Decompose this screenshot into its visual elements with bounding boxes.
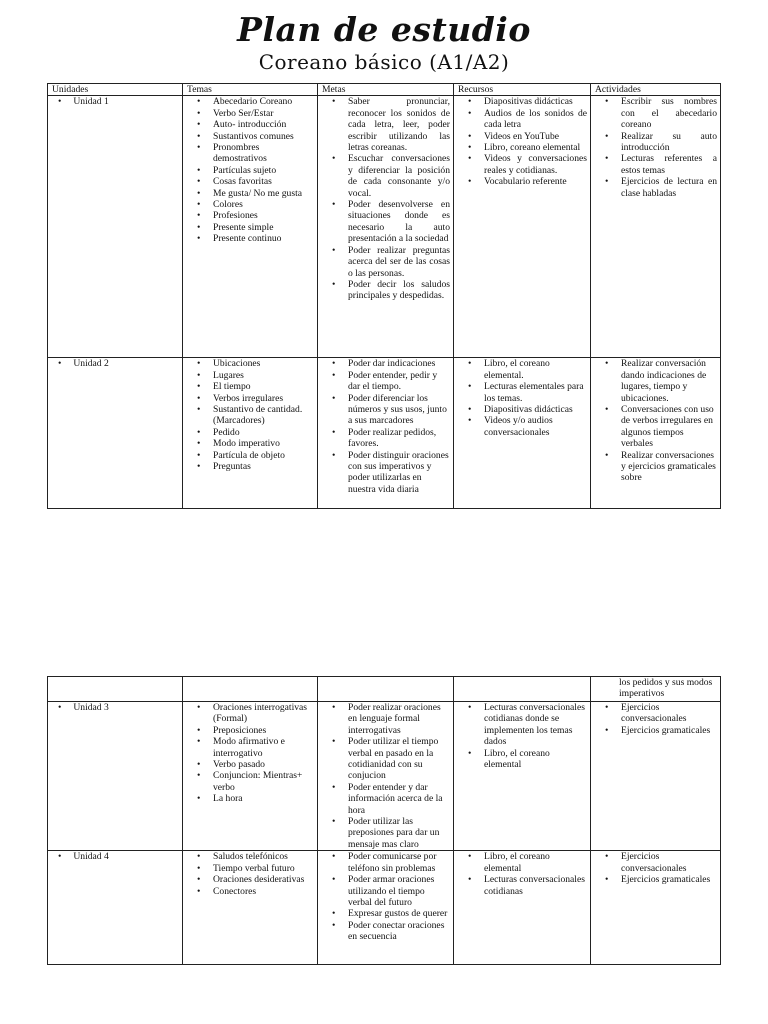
list-item: • Poder diferenciar los números y sus usos, junto a sus marcadores (348, 393, 450, 427)
list-item: • Lugares (213, 370, 314, 381)
list-item: • Modo imperativo (213, 438, 314, 449)
list-item: • Auto- introducción (213, 119, 314, 130)
list-item: • Libro, el coreano elemental. (484, 358, 587, 381)
temas-cell (183, 851, 318, 965)
recursos-list (458, 358, 587, 438)
list-item: • Verbo Ser/Estar (213, 108, 314, 119)
list-item: • Presente continuo (213, 233, 314, 244)
bullet-icon: • (58, 358, 62, 370)
actividades-list (595, 358, 717, 483)
recursos-cell (454, 851, 591, 965)
list-item: • Poder comunicarse por teléfono sin problemas (348, 851, 450, 874)
list-item: • Poder distinguir oraciones con sus imperativos y poder utilizarlas en nuestra vida diaria (348, 450, 450, 496)
list-item: • Ejercicios conversacionales (621, 851, 717, 874)
list-item: • Partículas sujeto (213, 165, 314, 176)
actividades-cell (591, 96, 721, 358)
recursos-list (458, 851, 587, 897)
study-plan-table-page-2 (47, 676, 721, 965)
list-item: • Preposiciones (213, 725, 314, 736)
temas-cell (183, 96, 318, 358)
unit-cell (48, 702, 183, 851)
list-item: • Audios de los sonidos de cada letra (484, 108, 587, 131)
list-item: • Libro, el coreano elemental (484, 748, 587, 771)
table-row (48, 702, 721, 851)
metas-list (322, 358, 450, 495)
table-row (48, 96, 721, 358)
unit-name: Unidad 1 (73, 96, 109, 108)
list-item: • Ejercicios de lectura en clase habladas (621, 176, 717, 199)
list-item: • Escribir sus nombres con el abecedario coreano (621, 96, 717, 130)
page-subtitle: Coreano básico (A1/A2) (258, 50, 510, 74)
recursos-cell (454, 358, 591, 509)
list-item: • Poder decir los saludos principales y despedidas. (348, 279, 450, 302)
list-item: • Realizar su auto introducción (621, 131, 717, 154)
actividades-cell (591, 358, 721, 509)
empty-cell (48, 677, 183, 702)
list-item: • Conjuncion: Mientras+ verbo (213, 770, 314, 793)
actividades-list (595, 851, 717, 885)
list-item: • El tiempo (213, 381, 314, 392)
temas-list (187, 702, 314, 805)
list-item: • Conectores (213, 886, 314, 897)
list-item: • Pronombres demostrativos (213, 142, 314, 165)
list-item: • Libro, coreano elemental (484, 142, 587, 153)
list-item: • Ejercicios gramaticales (621, 874, 717, 885)
list-item: • Poder entender, pedir y dar el tiempo. (348, 370, 450, 393)
list-item: • Poder desenvolverse en situaciones donde es necesario la auto presentación a la sociedad (348, 199, 450, 245)
recursos-cell (454, 702, 591, 851)
list-item: • Videos y conversaciones reales y cotidianas. (484, 153, 587, 176)
list-item: • Poder realizar pedidos, favores. (348, 427, 450, 450)
metas-cell (318, 358, 454, 509)
list-item: • Partícula de objeto (213, 450, 314, 461)
temas-cell (183, 358, 318, 509)
list-item: • Realizar conversaciones y ejercicios gramaticales sobre (621, 450, 717, 484)
unit-cell (48, 851, 183, 965)
list-item: • Poder conectar oraciones en secuencia (348, 920, 450, 943)
column-header-recursos: Recursos (454, 84, 591, 96)
list-item: • Sustantivo de cantidad. (Marcadores) (213, 404, 314, 427)
temas-list (187, 358, 314, 472)
unit-cell (48, 358, 183, 509)
list-item: • Libro, el coreano elemental (484, 851, 587, 874)
list-item: • Poder utilizar el tiempo verbal en pasado en la cotidianidad con su conjucion (348, 736, 450, 782)
temas-list (187, 851, 314, 897)
list-item: • Ubicaciones (213, 358, 314, 369)
study-plan-table-page-1 (47, 83, 721, 509)
column-header-temas: Temas (183, 84, 318, 96)
recursos-cell (454, 96, 591, 358)
list-item: • Poder utilizar las preposiones para dar un mensaje mas claro (348, 816, 450, 850)
list-item: • Videos en YouTube (484, 131, 587, 142)
actividades-list (595, 702, 717, 736)
list-item: • Me gusta/ No me gusta (213, 188, 314, 199)
actividades-cell (591, 851, 721, 965)
unit-name: Unidad 4 (73, 851, 109, 863)
list-item: • Poder entender y dar información acerca de la hora (348, 782, 450, 816)
list-item: • Expresar gustos de querer (348, 908, 450, 919)
table-row (48, 358, 721, 509)
list-item: • Realizar conversación dando indicaciones de lugares, tiempo y ubicaciones. (621, 358, 717, 404)
metas-cell (318, 851, 454, 965)
list-item: • Videos y/o audios conversacionales (484, 415, 587, 438)
list-item: • Poder realizar oraciones en lenguaje formal interrogativas (348, 702, 450, 736)
continuation-row (48, 677, 721, 702)
list-item: • Lecturas conversacionales cotidianas (484, 874, 587, 897)
list-item: • Oraciones interrogativas (Formal) (213, 702, 314, 725)
metas-list (322, 702, 450, 850)
list-item: • Lecturas elementales para los temas. (484, 381, 587, 404)
list-item: • Colores (213, 199, 314, 210)
list-item: • La hora (213, 793, 314, 804)
list-item: • Lecturas conversacionales cotidianas donde se implementen los temas dados (484, 702, 587, 748)
temas-cell (183, 702, 318, 851)
list-item: • Modo afirmativo e interrogativo (213, 736, 314, 759)
recursos-list (458, 96, 587, 187)
list-item: • Oraciones desiderativas (213, 874, 314, 885)
list-item: • Diapositivas didácticas (484, 404, 587, 415)
list-item: • Poder realizar preguntas acerca del ser de las cosas o las personas. (348, 245, 450, 279)
list-item: • Escuchar conversaciones y diferenciar la posición de cada consonante y/o vocal. (348, 153, 450, 199)
list-item: • Vocabulario referente (484, 176, 587, 187)
header-row (48, 84, 721, 96)
empty-cell (318, 677, 454, 702)
list-item: • Conversaciones con uso de verbos irregulares en algunos tiempos verbales (621, 404, 717, 450)
page-title: Plan de estudio (237, 10, 531, 49)
empty-cell (183, 677, 318, 702)
column-header-actividades: Actividades (591, 84, 721, 96)
list-item: • Abecedario Coreano (213, 96, 314, 107)
metas-cell (318, 96, 454, 358)
list-item: • Ejercicios gramaticales (621, 725, 717, 736)
list-item: • Ejercicios conversacionales (621, 702, 717, 725)
list-item: • Pedido (213, 427, 314, 438)
actividades-list (595, 96, 717, 199)
list-item: • Cosas favoritas (213, 176, 314, 187)
list-item: • Diapositivas didácticas (484, 96, 587, 107)
actividades-continuation: los pedidos y sus modos imperativos (591, 677, 721, 702)
column-header-metas: Metas (318, 84, 454, 96)
list-item: • Tiempo verbal futuro (213, 863, 314, 874)
metas-list (322, 96, 450, 301)
bullet-icon: • (58, 851, 62, 863)
unit-cell (48, 96, 183, 358)
unit-name: Unidad 3 (73, 702, 109, 713)
table-row (48, 851, 721, 965)
list-item: • Poder dar indicaciones (348, 358, 450, 369)
list-item: • Poder armar oraciones utilizando el tiempo verbal del futuro (348, 874, 450, 908)
temas-list (187, 96, 314, 244)
list-item: • Verbos irregulares (213, 393, 314, 404)
list-item: • Verbo pasado (213, 759, 314, 770)
list-item: • Lecturas referentes a estos temas (621, 153, 717, 176)
list-item: • Preguntas (213, 461, 314, 472)
list-item: • Saber pronunciar, reconocer los sonidos de cada letra, leer, poder escribir utilizando las letras coreanas. (348, 96, 450, 153)
empty-cell (454, 677, 591, 702)
list-item: • Sustantivos comunes (213, 131, 314, 142)
metas-cell (318, 702, 454, 851)
metas-list (322, 851, 450, 942)
list-item: • Saludos telefónicos (213, 851, 314, 862)
unit-name: Unidad 2 (73, 358, 109, 370)
list-item: • Presente simple (213, 222, 314, 233)
bullet-icon: • (58, 96, 62, 108)
recursos-list (458, 702, 587, 770)
column-header-unidades: Unidades (48, 84, 183, 96)
bullet-icon: • (58, 702, 62, 713)
list-item: • Profesiones (213, 210, 314, 221)
actividades-cell (591, 702, 721, 851)
